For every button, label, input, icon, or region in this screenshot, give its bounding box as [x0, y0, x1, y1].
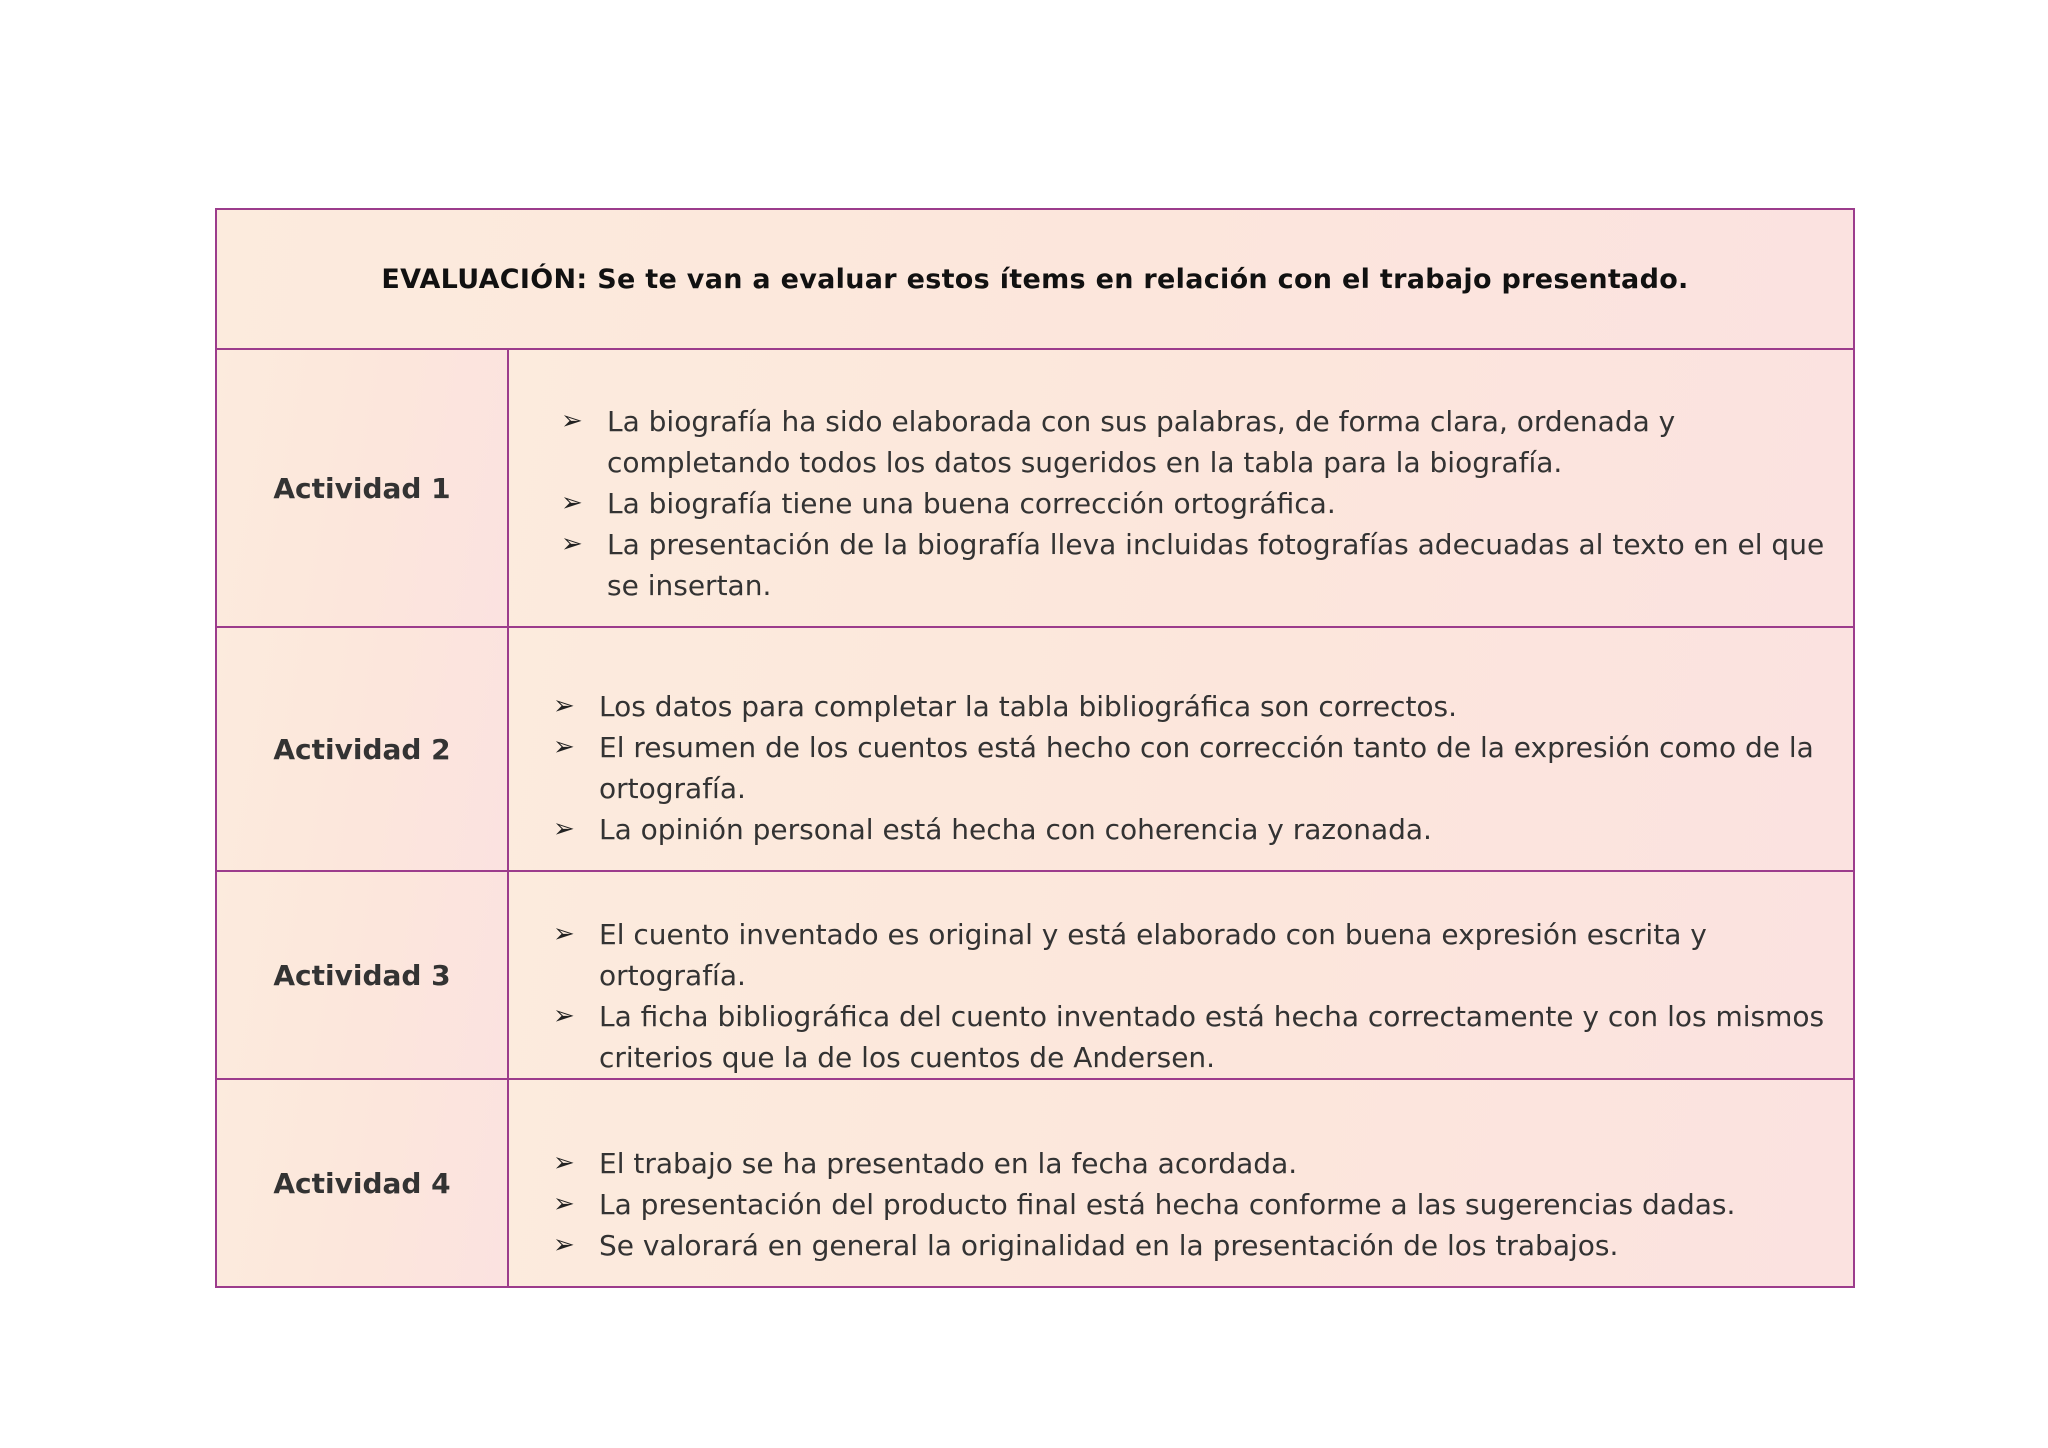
arrowhead-right-icon: ➢ [553, 691, 575, 721]
criteria-item [553, 914, 1841, 996]
arrowhead-right-icon: ➢ [553, 1188, 575, 1219]
arrowhead-right-icon: ➢ [553, 1001, 575, 1031]
arrowhead-right-icon: ➢ [561, 528, 583, 559]
activity-row [216, 627, 1854, 871]
criteria-item [561, 401, 1841, 483]
criteria-cell [508, 1079, 1854, 1287]
criteria-cell [508, 349, 1854, 627]
criteria-text: El resumen de los cuentos está hecho con corrección tanto de la expresión como de la ortografía. [599, 731, 1814, 805]
criteria-item [553, 686, 1841, 727]
criteria-text: El trabajo se ha presentado en la fecha acordada. [599, 1146, 1298, 1180]
criteria-item [553, 996, 1841, 1078]
arrowhead-right-icon: ➢ [561, 487, 583, 518]
criteria-text: La biografía tiene una buena corrección ortográfica. [607, 486, 1336, 520]
activity-label: Actividad 3 [216, 871, 508, 1079]
criteria-text: Los datos para completar la tabla bibliográfica son correctos. [599, 690, 1458, 723]
header-row [216, 209, 1854, 349]
evaluation-header: EVALUACIÓN: Se te van a evaluar estos ítems en relación con el trabajo presentado. [216, 209, 1854, 349]
criteria-text: La presentación del producto final está hecha conforme a las sugerencias dadas. [599, 1187, 1736, 1221]
criteria-item [561, 524, 1841, 606]
criteria-item [553, 1225, 1841, 1266]
criteria-text: La presentación de la biografía lleva incluidas fotografías adecuadas al texto en el que se insertan. [607, 527, 1825, 602]
arrowhead-right-icon: ➢ [553, 1147, 575, 1178]
criteria-text: La biografía ha sido elaborada con sus palabras, de forma clara, ordenada y completando todos los datos sugeridos en la tabla para la biografía. [607, 404, 1676, 479]
activity-row [216, 871, 1854, 1079]
activity-label: Actividad 2 [216, 627, 508, 871]
arrowhead-right-icon: ➢ [553, 732, 575, 762]
criteria-text: El cuento inventado es original y está elaborado con buena expresión escrita y ortografía. [599, 918, 1707, 992]
activity-label: Actividad 4 [216, 1079, 508, 1287]
arrowhead-right-icon: ➢ [553, 1229, 575, 1260]
criteria-cell [508, 627, 1854, 871]
criteria-item [561, 483, 1841, 524]
activity-row [216, 349, 1854, 627]
criteria-cell [508, 871, 1854, 1079]
arrowhead-right-icon: ➢ [553, 814, 575, 844]
criteria-list [561, 401, 1841, 606]
criteria-item [553, 727, 1841, 809]
arrowhead-right-icon: ➢ [561, 405, 583, 436]
criteria-list [553, 1143, 1841, 1266]
criteria-text: Se valorará en general la originalidad en la presentación de los trabajos. [599, 1228, 1619, 1262]
criteria-item [553, 809, 1841, 850]
evaluation-table [215, 208, 1855, 1288]
activity-row [216, 1079, 1854, 1287]
criteria-list [553, 686, 1841, 850]
criteria-list [553, 914, 1841, 1078]
arrowhead-right-icon: ➢ [553, 919, 575, 949]
criteria-item [553, 1184, 1841, 1225]
criteria-item [553, 1143, 1841, 1184]
activity-label: Actividad 1 [216, 349, 508, 627]
criteria-text: La opinión personal está hecha con coherencia y razonada. [599, 813, 1432, 846]
criteria-text: La ficha bibliográfica del cuento inventado está hecha correctamente y con los mismos criterios que la de los cuentos de Andersen. [599, 1000, 1825, 1074]
